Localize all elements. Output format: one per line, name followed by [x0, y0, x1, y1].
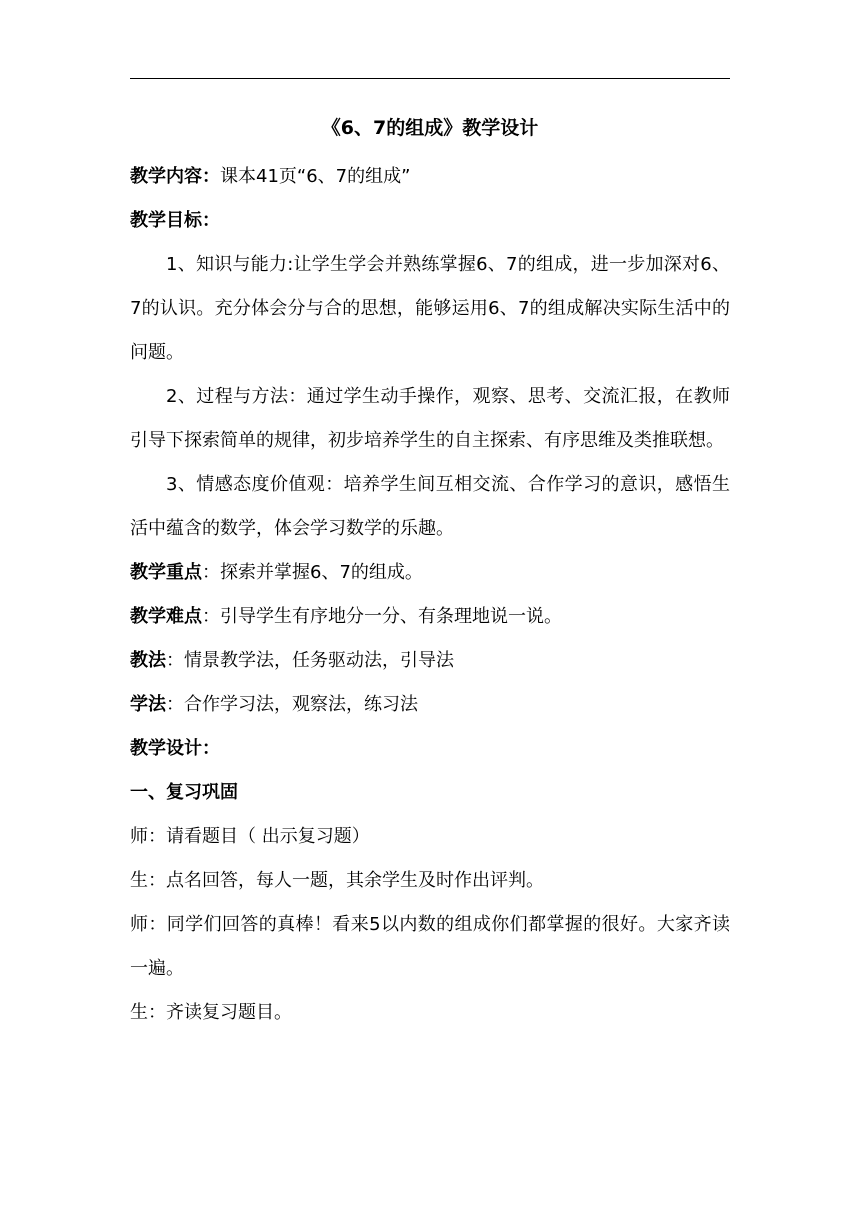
design-heading: 教学设计： [130, 738, 220, 759]
teaching-content-text: 课本41页“6、7的组成” [220, 166, 411, 187]
document-title: 《6、7的组成》教学设计 [321, 117, 539, 139]
dialogue-line: 生：齐读复习题目。 [130, 1002, 292, 1023]
objective-item: 3、情感态度价值观：培养学生间互相交流、合作学习的意识，感悟生活中蕴含的数学，体会学习数学的乐趣。 [130, 474, 730, 539]
key-point-label: 教学重点 [130, 562, 202, 583]
objective-item: 2、过程与方法：通过学生动手操作，观察、思考、交流汇报，在教师引导下探索简单的规律，初步培养学生的自主探索、有序思维及类推联想。 [130, 386, 730, 451]
section-heading: 一、复习巩固 [130, 782, 238, 803]
learning-method-text: ：合作学习法，观察法，练习法 [166, 694, 418, 715]
teaching-method-line [130, 639, 730, 683]
dialogue-line: 生：点名回答，每人一题，其余学生及时作出评判。 [130, 870, 544, 891]
key-point-line [130, 551, 730, 595]
dialogue-line: 师：同学们回答的真棒！看来5以内数的组成你们都掌握的很好。大家齐读一遍。 [130, 914, 730, 979]
difficulty-line [130, 595, 730, 639]
dialogue-line: 师：请看题目（ 出示复习题） [130, 826, 370, 847]
objective-item: 1、知识与能力:让学生学会并熟练掌握6、7的组成，进一步加深对6、7的认识。充分体会分与合的思想，能够运用6、7的组成解决实际生活中的问题。 [130, 254, 730, 363]
key-point-text: ：探索并掌握6、7的组成。 [202, 562, 423, 583]
learning-method-label: 学法 [130, 694, 166, 715]
document-body [130, 155, 730, 1035]
difficulty-text: ：引导学生有序地分一分、有条理地说一说。 [202, 606, 562, 627]
teaching-content-label: 教学内容： [130, 166, 220, 187]
learning-method-line [130, 683, 730, 727]
teaching-method-label: 教法 [130, 650, 166, 671]
difficulty-label: 教学难点 [130, 606, 202, 627]
objectives-heading: 教学目标： [130, 210, 220, 231]
teaching-method-text: ：情景教学法，任务驱动法，引导法 [166, 650, 454, 671]
teaching-content-line [130, 155, 730, 199]
header-rule [130, 78, 730, 79]
